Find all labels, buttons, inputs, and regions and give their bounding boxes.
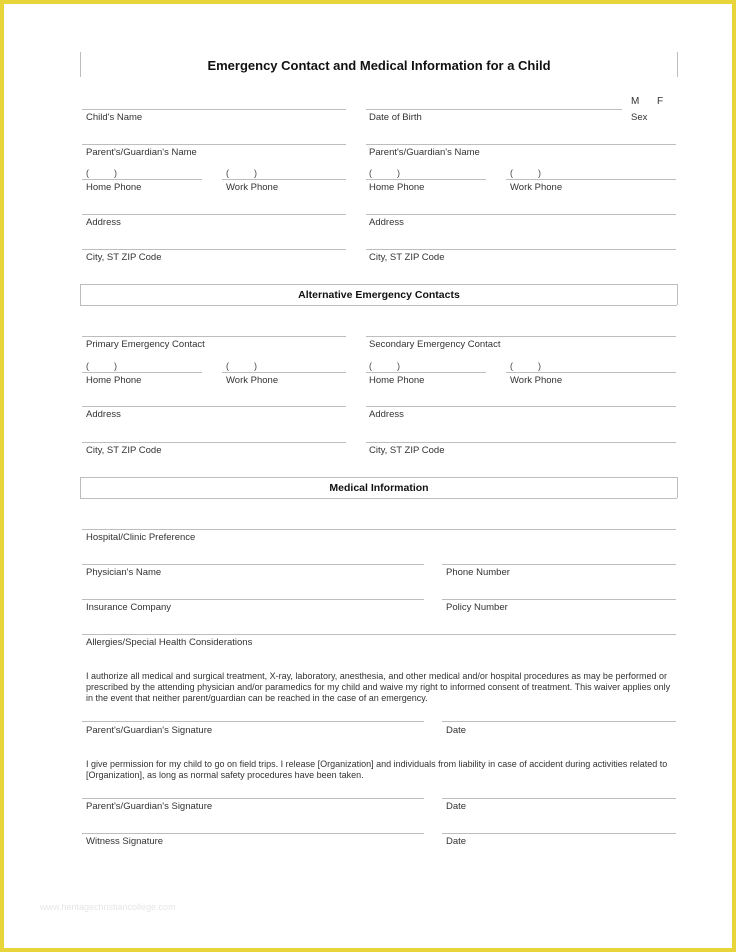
guardian-left-address-line[interactable] xyxy=(82,214,346,215)
date-3-line[interactable] xyxy=(442,833,676,834)
guardian-right-work-phone-line[interactable] xyxy=(506,179,676,180)
policy-label: Policy Number xyxy=(446,602,508,613)
insurance-line[interactable] xyxy=(82,599,424,600)
guardian-right-work-phone-label: Work Phone xyxy=(510,182,563,193)
allergies-label: Allergies/Special Health Considerations xyxy=(86,637,253,648)
policy-line[interactable] xyxy=(442,599,676,600)
alt-box-bottom xyxy=(80,305,677,306)
guardian-left-work-phone-line[interactable] xyxy=(222,179,346,180)
guardian-left-work-area-code: ( ) xyxy=(226,168,257,178)
primary-home-phone-label: Home Phone xyxy=(86,375,142,386)
secondary-home-phone-label: Home Phone xyxy=(369,375,425,386)
hospital-label: Hospital/Clinic Preference xyxy=(86,532,196,543)
medical-box-top xyxy=(80,477,677,478)
alt-contacts-heading: Alternative Emergency Contacts xyxy=(298,289,460,301)
guardian-left-name-line[interactable] xyxy=(82,144,346,145)
guardian-right-home-area-code: ( ) xyxy=(369,168,400,178)
guardian-right-name-line[interactable] xyxy=(366,144,676,145)
date-1-label: Date xyxy=(446,725,467,736)
signature-2-line[interactable] xyxy=(82,798,424,799)
guardian-right-work-area-code: ( ) xyxy=(510,168,541,178)
primary-address-label: Address xyxy=(86,409,121,420)
guardian-left-city-line[interactable] xyxy=(82,249,346,250)
medical-box-bottom xyxy=(80,498,677,499)
guardian-right-address-label: Address xyxy=(369,217,404,228)
date-of-birth-label: Date of Birth xyxy=(369,112,422,123)
guardian-left-home-area-code: ( ) xyxy=(86,168,117,178)
primary-city-label: City, ST ZIP Code xyxy=(86,445,162,456)
secondary-work-phone-line[interactable] xyxy=(506,372,676,373)
secondary-city-line[interactable] xyxy=(366,442,676,443)
guardian-left-home-phone-line[interactable] xyxy=(82,179,202,180)
authorization-text: I authorize all medical and surgical treatment, X-ray, laboratory, anesthesia, and other medical and/or hospital procedures as may be performed or prescribed by the attending physician and/or paramedics for my child and waive my right to informed consent of treatment. This waiver applies only in the event that neither parent/guardian can be reached in the case of an emergency. xyxy=(86,671,671,703)
secondary-address-label: Address xyxy=(369,409,404,420)
physician-label: Physician's Name xyxy=(86,567,162,578)
primary-contact-line[interactable] xyxy=(82,336,346,337)
primary-contact-label: Primary Emergency Contact xyxy=(86,339,205,350)
secondary-address-line[interactable] xyxy=(366,406,676,407)
insurance-label: Insurance Company xyxy=(86,602,172,613)
allergies-line[interactable] xyxy=(82,634,676,635)
secondary-contact-line[interactable] xyxy=(366,336,676,337)
witness-line[interactable] xyxy=(82,833,424,834)
date-of-birth-line[interactable] xyxy=(366,109,622,110)
date-3-label: Date xyxy=(446,836,467,847)
guardian-left-address-label: Address xyxy=(86,217,121,228)
guardian-right-home-phone-label: Home Phone xyxy=(369,182,425,193)
signature-2-label: Parent's/Guardian's Signature xyxy=(86,801,213,812)
physician-phone-label: Phone Number xyxy=(446,567,510,578)
primary-home-area-code: ( ) xyxy=(86,361,117,371)
guardian-right-city-label: City, ST ZIP Code xyxy=(369,252,445,263)
primary-address-line[interactable] xyxy=(82,406,346,407)
date-2-label: Date xyxy=(446,801,467,812)
sex-label: Sex xyxy=(631,112,648,123)
date-2-line[interactable] xyxy=(442,798,676,799)
primary-home-phone-line[interactable] xyxy=(82,372,202,373)
signature-1-line[interactable] xyxy=(82,721,424,722)
physician-line[interactable] xyxy=(82,564,424,565)
childs-name-line[interactable] xyxy=(82,109,346,110)
secondary-contact-label: Secondary Emergency Contact xyxy=(369,339,501,350)
guardian-right-name-label: Parent's/Guardian's Name xyxy=(369,147,480,158)
sex-f-option[interactable]: F xyxy=(657,96,664,107)
secondary-home-area-code: ( ) xyxy=(369,361,400,371)
primary-work-area-code: ( ) xyxy=(226,361,257,371)
form-page xyxy=(4,4,732,948)
form-title: Emergency Contact and Medical Information for a Child xyxy=(207,58,551,73)
secondary-home-phone-line[interactable] xyxy=(366,372,486,373)
sex-m-option[interactable]: M xyxy=(631,96,640,107)
secondary-work-phone-label: Work Phone xyxy=(510,375,563,386)
witness-label: Witness Signature xyxy=(86,836,164,847)
secondary-city-label: City, ST ZIP Code xyxy=(369,445,445,456)
primary-work-phone-label: Work Phone xyxy=(226,375,279,386)
physician-phone-line[interactable] xyxy=(442,564,676,565)
primary-work-phone-line[interactable] xyxy=(222,372,346,373)
alt-box-top xyxy=(80,284,677,285)
primary-city-line[interactable] xyxy=(82,442,346,443)
guardian-left-home-phone-label: Home Phone xyxy=(86,182,142,193)
guardian-left-city-label: City, ST ZIP Code xyxy=(86,252,162,263)
hospital-line[interactable] xyxy=(82,529,676,530)
watermark: www.heritagechristiancollege.com xyxy=(40,902,176,912)
guardian-left-work-phone-label: Work Phone xyxy=(226,182,279,193)
childs-name-label: Child's Name xyxy=(86,112,143,123)
medical-heading: Medical Information xyxy=(329,482,429,494)
guardian-left-name-label: Parent's/Guardian's Name xyxy=(86,147,197,158)
guardian-right-city-line[interactable] xyxy=(366,249,676,250)
permission-text: I give permission for my child to go on field trips. I release [Organization] and individuals from liability in case of accident during activities related to [Organization], as long as normal safety procedures have been taken. xyxy=(86,759,668,780)
guardian-right-home-phone-line[interactable] xyxy=(366,179,486,180)
secondary-work-area-code: ( ) xyxy=(510,361,541,371)
guardian-right-address-line[interactable] xyxy=(366,214,676,215)
date-1-line[interactable] xyxy=(442,721,676,722)
signature-1-label: Parent's/Guardian's Signature xyxy=(86,725,213,736)
